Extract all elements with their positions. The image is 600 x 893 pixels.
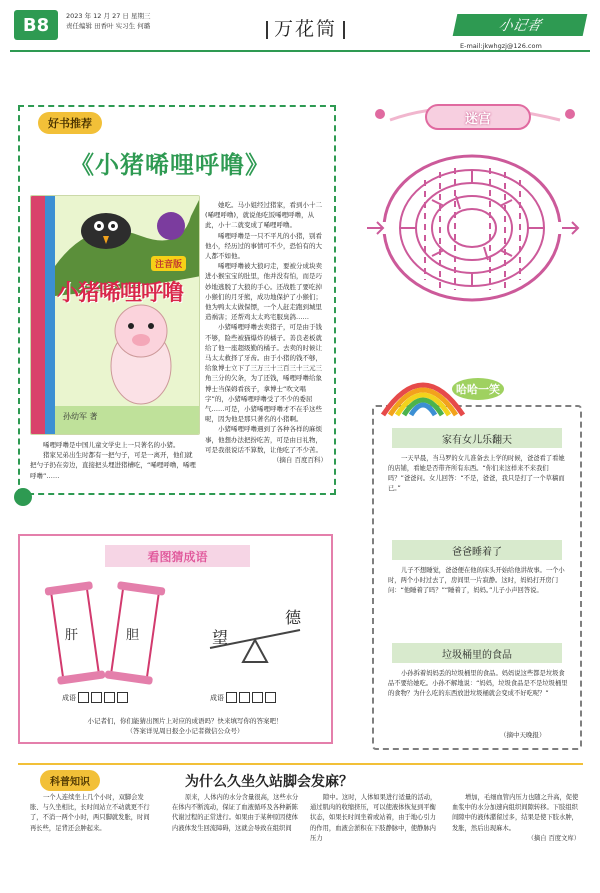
seesaw-char-left: 望 [212,628,229,647]
book-paragraph: 她吃。马小姐经过猪家，看到小十二(唏哩呼噜)，就说他吃饭唏哩呼噜，从此，小十二就变成了唏哩呼噜。 [205,201,322,230]
idiom-footer [60,716,310,736]
answer-box[interactable] [104,692,115,703]
publish-date: 2023 年 12 月 27 日 星期三 [66,12,151,20]
book-text-right [205,200,327,465]
cover-title: 小猪唏哩呼噜 [57,281,184,306]
answer-box[interactable] [78,692,89,703]
decorative-dot [14,488,32,506]
header-rule [10,50,590,52]
science-column: 原来，人体内的水分含量很高，这些水分在体内不断流动，保证了血液循环及各种新陈代谢过程的正常进行。如果由于某种原因使体内液体发生回流障碍，这就会导致在组织间 [172,794,299,832]
answer-box[interactable] [265,692,276,703]
answer-box[interactable] [252,692,263,703]
answer-box[interactable] [91,692,102,703]
maze-puzzle [365,140,580,315]
idiom-hint: （答案详见周日报全小记者微信公众号） [126,727,244,735]
answer-label: 成语 [62,693,76,702]
seesaw-char-right: 德 [285,608,302,627]
book-paragraph: 唏哩呼噜是一只不平凡的小猪，别看他小，经历过的事情可不少，恐怕有的大人都不如他。 [205,231,322,261]
page-number-badge: B8 [14,10,58,40]
book-cover-illustration [31,196,200,435]
joke-title: 爸爸睡着了 [392,540,562,560]
section-bar-left [266,21,268,39]
science-column: 一个人连续坐上几个小时，双脚会发胀、与久坐相比，长时间站立不动就更不行了，不消一两个小时，两只脚就发胀，时间再长些，足背还会肿起来。 [30,794,150,832]
answer-label: 成语 [210,693,224,702]
scroll-char-right: 胆 [126,628,140,643]
header-meta [66,11,150,31]
science-source: （摘自 百度文库） [527,834,580,842]
book-paragraph: 小猪唏哩呼噜去卖猪子，可是由于钱不够，险些被猫爆炸的橘子。善良老板就给了他一座超级勤的橘子。去卖的时候让马太太救择了牙齿。由于小猪的钱不够，给象博士立下了三万三十三百三十三元三角三分的欠条，为了还钱，唏哩呼噜给象博士当保姆看孩子，拿博士“吹文唱字”的，小猪唏哩呼噜受了不少的委屈气……可是，小猪唏哩呼噜才不在乎这些呢，因为他是那只著名的小猪啊。 [205,323,322,424]
section-title [260,14,351,41]
maze-title: 迷宫 [425,104,531,130]
book-cover [30,195,200,435]
book-caption: 唏哩呼噜是中国儿童文学史上一只著名的小猪。 [43,441,180,449]
science-column [452,793,580,844]
book-source: （摘自 百度百科） [272,456,327,465]
answer-row-1 [62,692,128,703]
idiom-note: 小记者们，你们能猜出图片上对应的成语吗？快来填写你的答案吧！ [87,717,283,725]
section-name: 万花筒 [274,18,338,40]
book-text-left [30,440,198,481]
joke-title: 家有女儿乐翻天 [392,428,562,448]
joke-title: 垃圾桶里的食品 [392,643,562,663]
book-paragraph: 唏哩呼噜被大狼叼走，要被分成块卖进小猴宝宝的肚里，他并没有怕，而是巧妙地逃脱了大狼的手心。还战胜了要吃掉小猴们的月牙熊，成功地保护了小猴们；他为鸭太太做保镖，一个人赶走跑到城里造祸害；还帮鸡太太鸡宅服臭鸽…… [205,262,322,322]
cover-author: 孙幼军 著 [63,412,98,421]
jokes-source: （摘中天晚报） [500,731,546,739]
book-title: 《小猪唏哩呼噜》 [70,151,270,179]
science-rule [18,763,583,765]
scroll-illustration [35,578,175,688]
jokes-banner [452,378,504,400]
idiom-title: 看图猜成语 [105,545,250,567]
science-column-text: 增加，毛细血管内压力也随之升高，促使血浆中的水分加速向组织间隙转移。下肢组织间隙中的液体潴留过多，结果是使下肢水肿，发胀，然后出现麻木。 [452,794,579,832]
book-section-label: 好书推荐 [38,112,102,134]
answer-box[interactable] [117,692,128,703]
answer-row-2 [210,692,276,703]
book-paragraph: 猪家兄弟出生时都有一把勺子，可是一离开，他们就把勺子扔在旁边，直接把头埋进猪槽吃，“唏哩呼噜，唏哩呼噜”…… [30,451,196,480]
science-title: 为什么久坐久站脚会发麻？ [185,774,353,790]
answer-box[interactable] [239,692,250,703]
book-paragraph: 小猪唏哩呼噜遇到了各种各样的麻烦事，他想办法把扮吃苦，可是由日礼物，可是我很说话不算数，让他吃了不少苦。 [205,425,322,454]
contact-email: E-mail:jkwhgzj@126.com [460,42,542,50]
scroll-char-left: 肝 [65,628,79,643]
jokes-banner-text: 哈哈一笑 [452,378,504,400]
cover-series-badge: 注音版 [151,256,186,271]
answer-box[interactable] [226,692,237,703]
joke-text: 一天早晨，当马罗的女儿准备去上学的时候，爸爸看了看她的店铺，看她是否带齐所有东西。“你们来这样来不来我们吗？”爸爸问。女儿回答：“不是，爸爸，我只是打了一个草稿而已。” [388,455,565,492]
joke-text: 小孙拆着妈妈丢的垃圾桶里的食品。妈妈说这些都是垃圾食品不要给她吃。小孙不解地说：“妈妈，垃圾食品是不是垃圾桶里的食物？为什么吃的东西放进垃圾桶就会变成不好吃呢？” [388,670,568,697]
science-column: 隙中。这时，人体如果进行适量的活动，通过肌肉的收缩挤压，可以使液体恢复到平衡状态，如果长时间坐着或站着，由于地心引力的作用，血液会淤积在下肢静脉中，使静脉内压力 [310,794,437,842]
section-bar-right [343,21,345,39]
joke-text: 儿子不想睡觉，爸爸便在他的床头开始给他讲故事。一个小时，两个小时过去了，房间里一片寂静。这时，妈妈打开房门问：“他睡着了吗？”“睡着了，妈妈。”儿子小声回答说。 [388,567,565,594]
brand-logo: 小记者 [453,14,588,36]
editor-credits: 责任编辑 田香叶 实习生 何璐 [66,22,151,30]
science-label: 科普知识 [40,770,100,791]
